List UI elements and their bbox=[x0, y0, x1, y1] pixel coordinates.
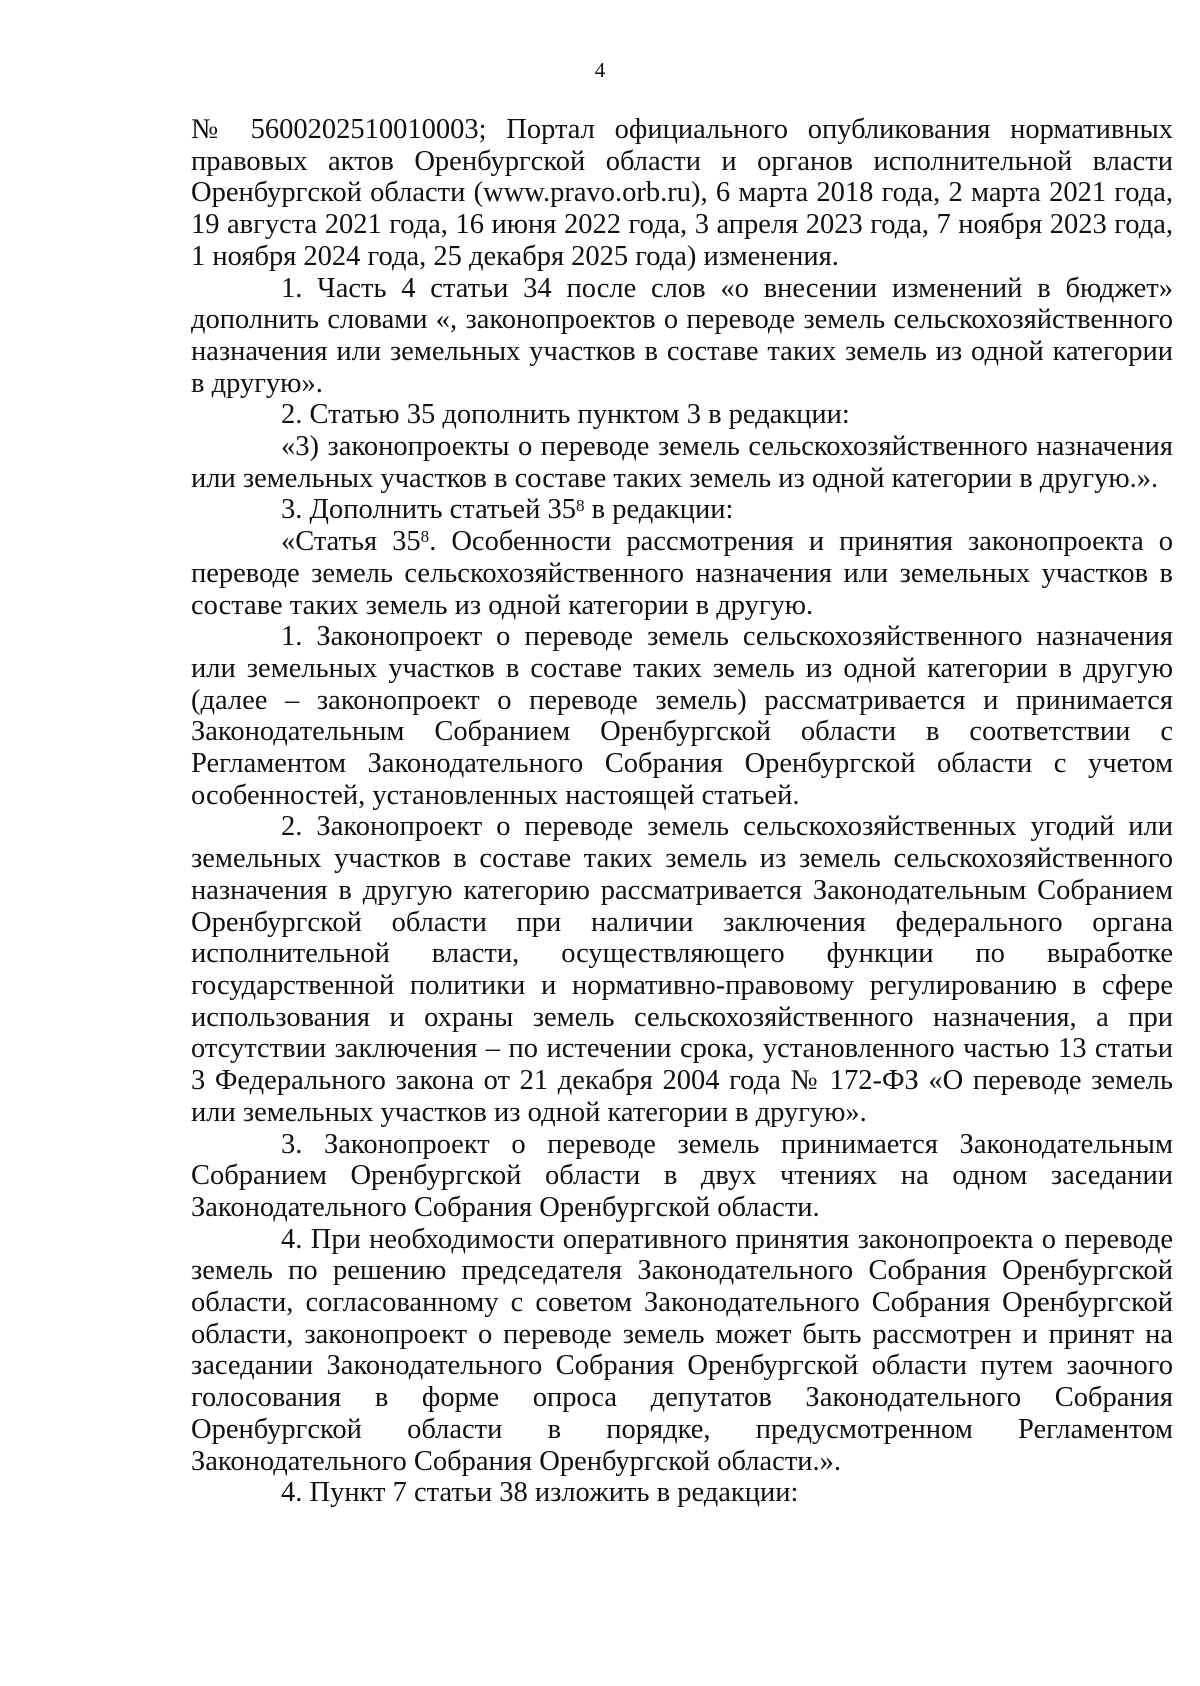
article-part-1: 1. Законопроект о переводе земель сельскохозяйственного назначения или земельных участков в составе таких земель из одной категории в другую (далее – законопроект о переводе земель) рассматривается и принимается Законодательным Собранием Оренбургской области в соответствии с Регламентом Законодательного Собрания Оренбургской области с учетом особенностей, установленных настоящей статьей. bbox=[191, 621, 1173, 811]
item-3-text: 3. Дополнить статьей 35 bbox=[281, 494, 576, 526]
article-part-2: 2. Законопроект о переводе земель сельскохозяйственных угодий или земельных участков в составе таких земель из земель сельскохозяйственного назначения в другую категорию рассматривается Законодательным Собранием Оренбургской области при наличии заключения федерального органа исполнительной власти, осуществляющего функции по выработке государственной политики и нормативно-правовому регулированию в сфере использования и охраны земель сельскохозяйственного назначения, а при отсутствии заключения – по истечении срока, установленного частью 13 статьи 3 Федерального закона от 21 декабря 2004 года № 172-ФЗ «О переводе земель или земельных участков из одной категории в другую». bbox=[191, 811, 1173, 1128]
article-part-4: 4. При необходимости оперативного принятия законопроекта о переводе земель по решению председателя Законодательного Собрания Оренбургской области, согласованному с советом Законодательного Собрания Оренбургской области, законопроект о переводе земель может быть рассмотрен и принят на заседании Законодательного Собрания Оренбургской области путем заочного голосования в форме опроса депутатов Законодательного Собрания Оренбургской области в порядке, предусмотренном Регламентом Законодательного Собрания Оренбургской области.». bbox=[191, 1223, 1173, 1477]
article-superscript: 8 bbox=[575, 495, 585, 515]
article-heading bbox=[191, 526, 1173, 621]
article-heading-text: «Статья 35 bbox=[281, 526, 421, 558]
paragraph-item-1: 1. Часть 4 статьи 34 после слов «о внесении изменений в бюджет» дополнить словами «, законопроектов о переводе земель сельскохозяйственного назначения или земельных участков в составе таких земель из одной категории в другую». bbox=[191, 272, 1173, 399]
page-number: 4 bbox=[594, 58, 606, 82]
paragraph-item-4: 4. Пункт 7 статьи 38 изложить в редакции: bbox=[281, 1477, 799, 1509]
document-body bbox=[191, 114, 1173, 1509]
item-3-tail: в редакции: bbox=[584, 494, 734, 526]
paragraph-quote-item-3: «3) законопроекты о переводе земель сельскохозяйственного назначения или земельных участков в составе таких земель из одной категории в другую.». bbox=[191, 431, 1173, 494]
article-part-3: 3. Законопроект о переводе земель принимается Законодательным Собранием Оренбургской области в двух чтениях на одном заседании Законодательного Собрания Оренбургской области. bbox=[191, 1128, 1173, 1223]
article-heading-tail: . Особенности рассмотрения и принятия законопроекта о переводе земель сельскохозяйственного назначения или земельных участков в составе таких земель из одной категории в другую. bbox=[191, 526, 1173, 621]
paragraph-continuation: № 5600202510010003; Портал официального опубликования нормативных правовых актов Оренбургской области и органов исполнительной власти Оренбургской области (www.pravo.orb.ru), 6 марта 2018 года, 2 марта 2021 года, 19 августа 2021 года, 16 июня 2022 года, 3 апреля 2023 года, 7 ноября 2023 года, 1 ноября 2024 года, 25 декабря 2025 года) изменения. bbox=[191, 114, 1173, 272]
article-heading-superscript: 8 bbox=[420, 527, 430, 547]
paragraph-item-2: 2. Статью 35 дополнить пунктом 3 в редакции: bbox=[281, 399, 850, 431]
paragraph-item-3 bbox=[191, 494, 1173, 526]
